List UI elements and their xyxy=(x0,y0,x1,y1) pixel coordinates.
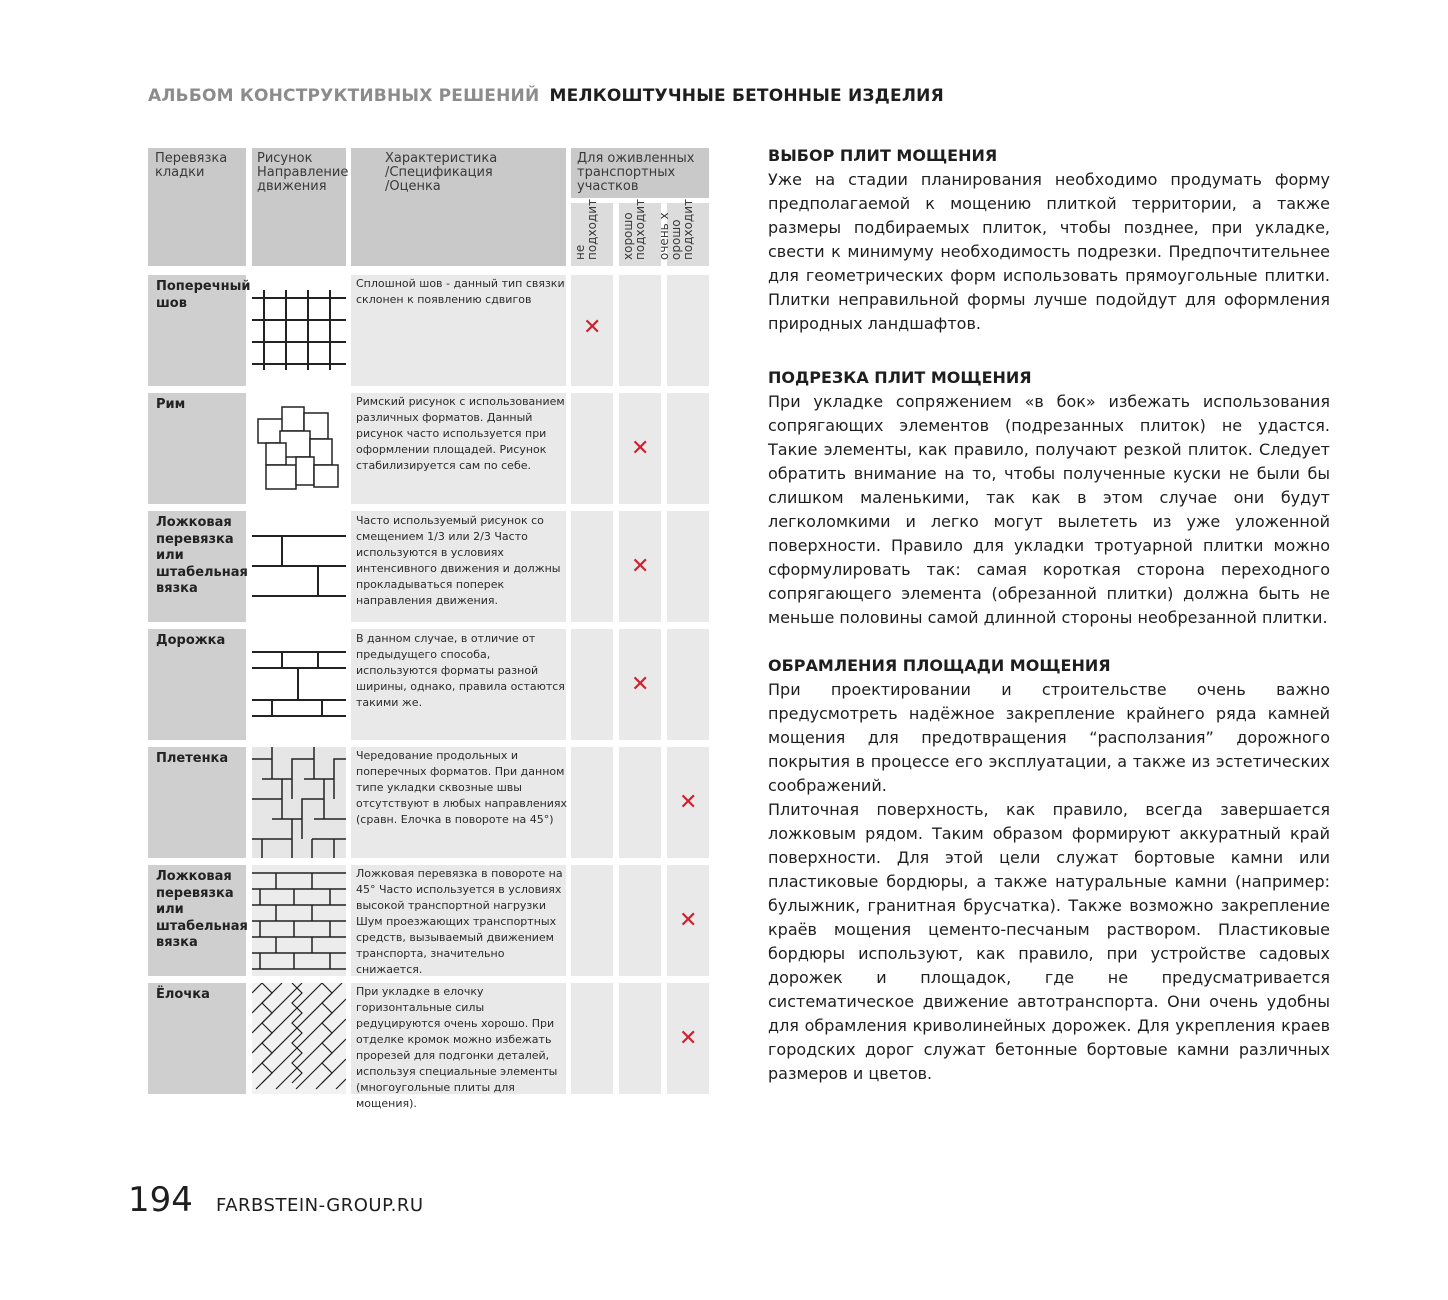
header-good-cell xyxy=(619,198,661,266)
cross-mark-icon: ✕ xyxy=(679,1026,698,1051)
rating-very-cell xyxy=(667,629,709,740)
table-row xyxy=(148,983,246,1094)
rating-not-cell xyxy=(571,393,613,504)
cross-mark-icon: ✕ xyxy=(631,672,650,697)
header-not-suitable: не подходит xyxy=(573,198,599,260)
cross-mark-icon: ✕ xyxy=(583,315,602,340)
header-very-good-cell xyxy=(657,198,709,266)
rating-not-cell xyxy=(571,865,613,976)
row-name: Рим xyxy=(156,397,186,412)
rating-good-cell xyxy=(619,747,661,858)
row-description: Сплошной шов - данный тип связки склонен к появлению сдвигов xyxy=(356,277,565,306)
rating-not-cell xyxy=(571,983,613,1094)
stretcher-bond-icon xyxy=(252,526,346,606)
herringbone-pattern-icon xyxy=(252,983,346,1094)
section-edging xyxy=(768,654,1330,1086)
rating-good-cell xyxy=(619,275,661,386)
basketweave-pattern-icon xyxy=(252,747,346,858)
row-description: Чередование продольных и поперечных форматов. При данном типе укладки сквозные швы отсутствуют в любых направлениях (сравн. Елочка в повороте на 45°) xyxy=(356,749,568,826)
header-traffic: Для оживленных транспортных участков xyxy=(577,151,695,194)
row-name: Ёлочка xyxy=(156,987,210,1002)
cross-mark-icon: ✕ xyxy=(631,554,650,579)
section-paragraph: При проектировании и строительстве очень важно предусмотреть надёжное закрепление крайнего ряда камней мощения для предотвращения “расползания” дорожного покрытия в процессе его эксплуатации, а также из эстетических соображений. xyxy=(768,680,1330,795)
section-heading: ПОДРЕЗКА ПЛИТ МОЩЕНИЯ xyxy=(768,368,1032,387)
section-paragraph: Плиточная поверхность, как правило, всегда завершается ложковым рядом. Таким образом формируют аккуратный край поверхности. Для этой цели служат бортовые камни или пластиковые бордюры, а также натуральные камни (например: булыжник, гранитная брусчатка). Также возможно закрепление краёв мощения цементо-песчаным раствором. Пластиковые бордюры используют, как правило, при устройстве садовых дорожек и площадок, где не предусматривается систематическое движение автотранспорта. Они очень удобны для обрамления криволинейных дорожек. Для укрепления краев городских дорог служат бетонные бортовые камни различных размеров и цветов. xyxy=(768,800,1330,1083)
rating-not-cell xyxy=(571,629,613,740)
grid-pattern-icon xyxy=(252,290,346,370)
rating-not-cell xyxy=(571,747,613,858)
table-row xyxy=(148,275,251,386)
table-row xyxy=(148,511,246,622)
path-pattern-icon xyxy=(252,646,346,722)
section-heading: ВЫБОР ПЛИТ МОЩЕНИЯ xyxy=(768,146,998,165)
table-row xyxy=(148,747,246,858)
header-pattern: Рисунок Направление движения xyxy=(257,151,349,194)
roman-pattern-icon xyxy=(252,403,346,495)
rating-not-cell xyxy=(571,511,613,622)
row-description: При укладке в елочку горизонтальные силы редуцируются очень хорошо. При отделке кромок можно избежать прорезей для подгонки деталей, используя специальные элементы (многоугольные плиты для мощения). xyxy=(356,985,558,1110)
header-spec: Характеристика /Спецификация /Оценка xyxy=(385,151,498,194)
album-title: АЛЬБОМ КОНСТРУКТИВНЫХ РЕШЕНИЙ xyxy=(148,86,540,106)
row-description: Римский рисунок с использованием различных форматов. Данный рисунок часто используется при оформлении площадей. Рисунок стабилизируется сам по себе. xyxy=(356,395,565,472)
running-bond-icon xyxy=(252,865,346,976)
row-description: Ложковая перевязка в повороте на 45° Часто используется в условиях высокой транспортной нагрузки Шум проезжающих транспортных средств, вызываемый движением транспорта, значительно снижается. xyxy=(356,867,563,976)
page-footer xyxy=(128,1180,424,1220)
row-name: Ложковая перевязка или штабельная вязка xyxy=(156,869,248,950)
section-selection xyxy=(768,144,1330,336)
cross-mark-icon: ✕ xyxy=(679,908,698,933)
row-name: Поперечный шов xyxy=(156,279,251,311)
rating-very-cell xyxy=(667,511,709,622)
rating-good-cell xyxy=(619,983,661,1094)
row-name: Дорожка xyxy=(156,633,226,648)
rating-good-cell xyxy=(619,865,661,976)
header-bond: Перевязка кладки xyxy=(155,151,228,180)
section-paragraph: При укладке сопряжением «в бок» избежать использования сопрягающих элементов (подрезанных плиток) не удастся. Такие элементы, как правило, получают резкой плиток. Следует обратить внимание на то, чтобы полученные куски не были бы слишком маленькими, так как в этом случае они будут легколомкими и легко могут вылететь из уже уложенной поверхности. Правило для укладки тротуарной плитки можно сформулировать так: самая короткая сторона переходного сопрягающего элемента (обрезанной плитки) должна быть не меньше половины самой длинной стороны необрезанной плитки. xyxy=(768,392,1330,627)
header-good: хорошо подходит xyxy=(621,198,647,260)
section-title: МЕЛКОШТУЧНЫЕ БЕТОННЫЕ ИЗДЕЛИЯ xyxy=(549,86,944,106)
row-name: Ложковая перевязка или штабельная вязка xyxy=(156,515,248,596)
header-not-suitable-cell xyxy=(571,198,613,266)
rating-very-cell xyxy=(667,393,709,504)
page-number: 194 xyxy=(128,1180,193,1220)
row-description: В данном случае, в отличие от предыдущего способа, используются форматы разной ширины, однако, правила остаются такими же. xyxy=(356,632,565,709)
section-cutting xyxy=(768,366,1330,630)
page-header xyxy=(148,86,944,106)
cross-mark-icon: ✕ xyxy=(631,436,650,461)
table-row xyxy=(148,865,246,976)
cross-mark-icon: ✕ xyxy=(679,790,698,815)
row-name: Плетенка xyxy=(156,751,229,766)
header-very-good: очень х орошо подходит xyxy=(657,198,695,260)
rating-very-cell xyxy=(667,275,709,386)
table-row xyxy=(148,393,246,504)
table-row xyxy=(148,629,246,740)
website-link[interactable]: FARBSTEIN-GROUP.RU xyxy=(216,1195,424,1216)
row-description: Часто используемый рисунок со смещением 1/3 или 2/3 Часто используются в условиях интенсивного движения и должны прокладываться поперек направления движения. xyxy=(356,514,561,607)
section-heading: ОБРАМЛЕНИЯ ПЛОЩАДИ МОЩЕНИЯ xyxy=(768,656,1111,675)
section-paragraph: Уже на стадии планирования необходимо продумать форму предполагаемой к мощению плиткой территории, а также размеры подбираемых плиток, чтобы позднее, при укладке, свести к минимуму необходимость подрезки. Предпочтительнее для геометрических форм использовать прямоугольные плитки. Плитки неправильной формы лучше подойдут для оформления природных ландшафтов. xyxy=(768,170,1330,333)
